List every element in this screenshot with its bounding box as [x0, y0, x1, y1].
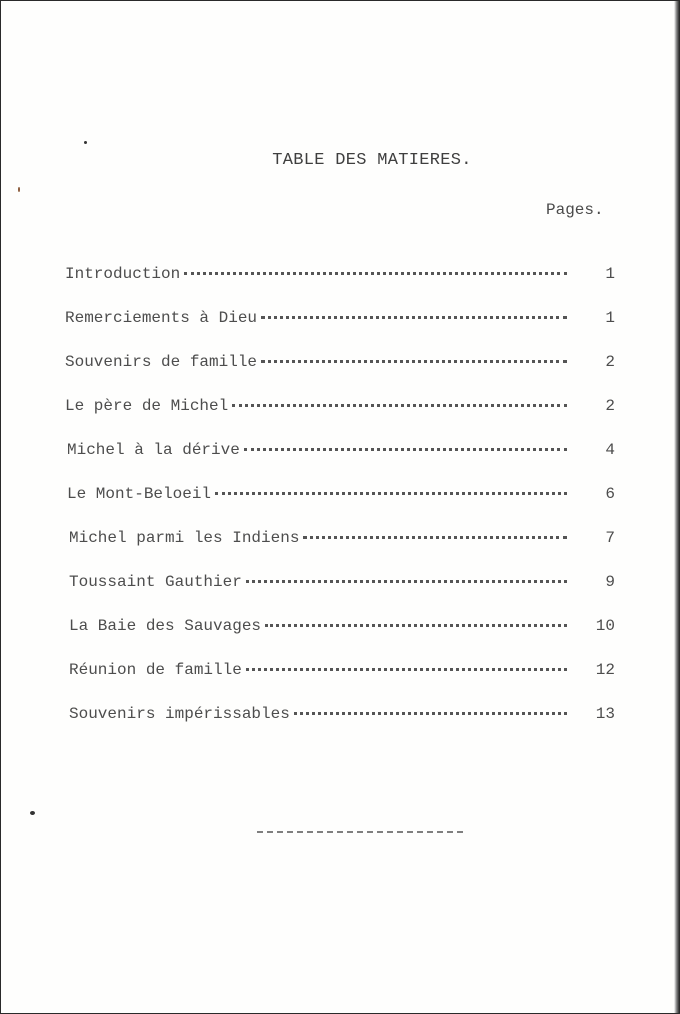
toc-entry — [65, 353, 615, 397]
page-title: TABLE DES MATIERES. — [272, 151, 472, 170]
toc-entry-title: Le père de Michel — [65, 397, 229, 415]
toc-entry-title: Réunion de famille — [69, 661, 242, 679]
toc-entry-title: Michel parmi les Indiens — [69, 529, 300, 547]
toc-entry-title: La Baie des Sauvages — [69, 617, 262, 635]
toc-entry — [65, 485, 615, 529]
toc-entry-page: 2 — [605, 353, 615, 371]
dot-leader — [246, 668, 567, 671]
ink-speck — [84, 141, 87, 144]
toc-entry-page: 9 — [605, 573, 615, 591]
toc-entry-page: 6 — [605, 485, 615, 503]
dot-leader — [244, 448, 567, 451]
dot-leader — [265, 624, 567, 627]
toc-entry-page: 1 — [605, 265, 615, 283]
toc-entry — [65, 441, 615, 485]
pages-column-header: Pages. — [546, 201, 604, 219]
toc-entry — [65, 573, 615, 617]
toc-entry — [65, 529, 615, 573]
toc-entry-title: Remerciements à Dieu — [65, 309, 258, 327]
ink-speck — [18, 187, 20, 192]
toc-entry-title: Souvenirs de famille — [65, 353, 258, 371]
toc-entry-page: 10 — [595, 617, 615, 635]
toc-entry-title: Michel à la dérive — [67, 441, 240, 459]
toc-entry — [65, 661, 615, 705]
toc-entry-page: 1 — [605, 309, 615, 327]
toc-entry-page: 2 — [605, 397, 615, 415]
toc-entry-page: 12 — [595, 661, 615, 679]
dot-leader — [294, 712, 567, 715]
toc-entry-title: Introduction — [65, 265, 181, 283]
toc-entry — [65, 265, 615, 309]
ink-speck — [30, 811, 35, 815]
dot-leader — [232, 404, 567, 407]
toc-entry — [65, 397, 615, 441]
dot-leader — [215, 492, 567, 495]
end-divider-line — [257, 831, 463, 833]
toc-entry — [65, 705, 615, 749]
toc-entry-page: 4 — [605, 441, 615, 459]
dot-leader — [261, 316, 567, 319]
toc-entry-page: 13 — [595, 705, 615, 723]
toc-entry-title: Le Mont-Beloeil — [67, 485, 212, 503]
toc-entry-page: 7 — [605, 529, 615, 547]
dot-leader — [261, 360, 567, 363]
dot-leader — [184, 272, 567, 275]
dot-leader — [246, 580, 567, 583]
toc-entry-title: Toussaint Gauthier — [69, 573, 242, 591]
toc-entry — [65, 309, 615, 353]
toc-entry — [65, 617, 615, 661]
dot-leader — [303, 536, 567, 539]
toc-entry-title: Souvenirs impérissables — [69, 705, 290, 723]
table-of-contents — [65, 265, 615, 749]
